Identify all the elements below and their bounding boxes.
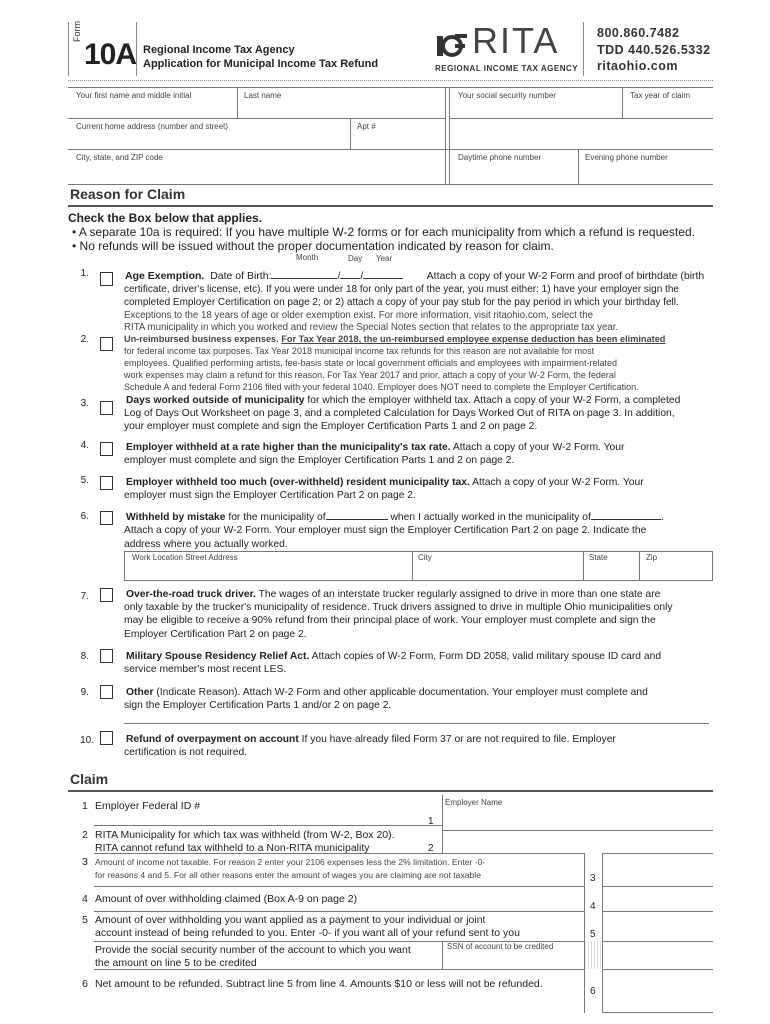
- city-state-zip-field[interactable]: City, state, and ZIP code: [76, 153, 163, 162]
- withheld-by-mistake-checkbox[interactable]: [100, 511, 113, 525]
- employer-name-field[interactable]: Employer Name: [445, 798, 503, 807]
- municipality-withheld-input[interactable]: [326, 519, 388, 520]
- age-exemption-checkbox[interactable]: [100, 272, 113, 286]
- address-field[interactable]: Current home address (number and street): [76, 122, 229, 131]
- day-phone-field[interactable]: Daytime phone number: [458, 153, 542, 162]
- box-number: 6: [590, 986, 596, 997]
- line-6-input[interactable]: [603, 970, 713, 1012]
- municipality-note: RITA cannot refund tax withheld to a Non-RITA municipality: [95, 842, 370, 854]
- item-text: Refund of overpayment on account If you have already filed Form 37 or are not required to file. Employer: [126, 734, 616, 745]
- employer-id-label: Employer Federal ID #: [95, 800, 201, 812]
- item-text: Exceptions to the 18 years of age or older exemption exist. For more information, visit ritaohio.com, select the: [124, 310, 593, 321]
- item-text: Attach a copy of your W-2 Form. Your employer must sign the Employer Certification Part 2 on page 2. Indicate the: [124, 525, 647, 536]
- item-text: for federal income tax purposes. Tax Year 2018 municipal income tax refunds for this reason are not available for most: [124, 346, 595, 356]
- box-number: 3: [590, 873, 596, 884]
- item-text: Age Exemption. Date of Birth: / / Attach a copy of your W-2 Form and proof of birthdate (birth: [125, 270, 705, 282]
- website: ritaohio.com: [597, 59, 679, 73]
- line-number: 6: [82, 978, 88, 990]
- item-number: 7.: [80, 591, 89, 602]
- item-number: 5.: [80, 475, 89, 486]
- income-not-taxable-note: for reasons 4 and 5. For all other reasons enter the amount of wages you are claiming are not taxable: [95, 870, 481, 880]
- last-name-field[interactable]: Last name: [244, 91, 282, 100]
- item-number: 3.: [80, 398, 89, 409]
- other-reason-checkbox[interactable]: [100, 685, 113, 699]
- overpayment-checkbox[interactable]: [100, 731, 113, 745]
- item-number: 4.: [80, 440, 89, 451]
- header-rule: [68, 80, 713, 81]
- over-withheld-checkbox[interactable]: [100, 476, 113, 490]
- item-text: certification is not required.: [124, 747, 248, 758]
- municipality-input[interactable]: [443, 832, 713, 853]
- bullet-no-refund: • No refunds will be issued without the proper documentation indicated by reason for claim.: [72, 239, 554, 253]
- reason-heading: Reason for Claim: [70, 186, 186, 202]
- income-not-taxable-label: Amount of income not taxable. For reason 2 enter your 2106 expenses less the 2% limitation. Enter -0-: [95, 857, 486, 867]
- check-instruction: Check the Box below that applies.: [68, 211, 263, 225]
- business-expense-checkbox[interactable]: [100, 337, 113, 351]
- tax-year-field[interactable]: Tax year of claim: [630, 91, 691, 100]
- work-zip-field[interactable]: Zip: [646, 553, 658, 562]
- header-divider: [68, 22, 69, 76]
- tdd-number: TDD 440.526.5332: [597, 43, 711, 57]
- item-number: 8.: [80, 651, 89, 662]
- applied-payment-note: account instead of being refunded to you. Enter -0- if you want all of your refund sent to you: [95, 927, 520, 939]
- item-text: Over-the-road truck driver. The wages of an interstate trucker regularly assigned to drive in more than one state are: [126, 589, 661, 600]
- form-number: 10A: [84, 38, 137, 71]
- logo-subtitle: REGIONAL INCOME TAX AGENCY: [435, 64, 579, 73]
- line-4-input[interactable]: [603, 887, 713, 911]
- rita-logo-icon: [437, 30, 469, 60]
- item-text: only taxable by the trucker's municipality of residence. Truck drivers assigned to drive in multiple Ohio municipalities only: [124, 602, 673, 613]
- municipality-worked-input[interactable]: [591, 519, 661, 520]
- day-label: Day: [348, 254, 363, 263]
- ssn-credit-note: the amount on line 5 to be credited: [95, 957, 257, 969]
- higher-rate-checkbox[interactable]: [100, 442, 113, 456]
- item-text: Employer withheld at a rate higher than the municipality's tax rate. Attach a copy of your W-2 Form. Your: [126, 442, 625, 453]
- days-outside-checkbox[interactable]: [100, 401, 113, 415]
- header-divider: [136, 22, 137, 76]
- line-3-input[interactable]: [603, 854, 713, 886]
- item-text: service member's most recent LES.: [124, 664, 287, 675]
- item-text: address where you actually worked.: [124, 539, 288, 550]
- item-text: employer must sign the Employer Certification Part 2 on page 2.: [124, 490, 416, 501]
- box-number: 4: [590, 901, 596, 912]
- item-text: employees. Qualified performing artists, fee-basis state or local government officials and employees with impairment-related: [124, 358, 618, 368]
- item-text: certificate, driver's license, etc). If you were under 18 for only part of the year, you must either: 1) have your employer sign the: [124, 284, 679, 295]
- item-number: 10.: [80, 735, 94, 746]
- month-label: Month: [296, 253, 319, 262]
- item-number: 6.: [80, 511, 89, 522]
- phone-number: 800.860.7482: [597, 26, 680, 40]
- line-number: 4: [82, 893, 88, 905]
- first-name-field[interactable]: Your first name and middle initial: [76, 91, 192, 100]
- item-text: may be eligible to receive a 90% refund from their principal place of work. Your employer must complete and sign the: [124, 615, 656, 626]
- line-number: 3: [82, 856, 88, 868]
- line-number: 1: [82, 800, 88, 812]
- year-label: Year: [376, 254, 393, 263]
- over-withholding-label: Amount of over withholding claimed (Box A-9 on page 2): [95, 893, 358, 905]
- apt-field[interactable]: Apt #: [357, 122, 376, 131]
- line-number: 5: [82, 914, 88, 926]
- ssn-credit-label: Provide the social security number of the account to which you want: [95, 944, 411, 956]
- header-divider: [583, 22, 584, 76]
- form-label: Form: [72, 21, 82, 42]
- item-text: Days worked outside of municipality for which the employer withheld tax. Attach a copy of your W-2 Form, a completed: [126, 395, 681, 406]
- line-number: 2: [82, 829, 88, 841]
- item-text: Schedule A and federal Form 2106 filed with your federal 1040. Employer does NOT need to complete the Employer Certification.: [124, 382, 639, 392]
- item-number: 1.: [80, 268, 89, 279]
- item-text: completed Employer Certification on page 2; or 2) attach a copy of your pay stub for the pay period in which your birthday fell.: [124, 297, 679, 308]
- applied-payment-label: Amount of over withholding you want applied as a payment to your individual or joint: [95, 914, 486, 926]
- bullet-separate: • A separate 10a is required: If you have multiple W-2 forms or for each municipality from which a refund is requested.: [72, 225, 695, 239]
- employer-id-input[interactable]: [200, 796, 440, 824]
- item-text: Military Spouse Residency Relief Act. Attach copies of W-2 Form, Form DD 2058, valid military spouse ID card and: [126, 651, 662, 662]
- ssn-field[interactable]: Your social security number: [458, 91, 556, 100]
- item-text: Employer Certification Part 2 on page 2.: [124, 629, 307, 640]
- other-reason-line[interactable]: [124, 723, 709, 724]
- item-number: 2.: [80, 334, 89, 345]
- line-5-input[interactable]: [603, 912, 713, 941]
- net-refund-label: Net amount to be refunded. Subtract line 5 from line 4. Amounts $10 or less will not be refunded.: [95, 978, 543, 990]
- claim-heading: Claim: [70, 771, 109, 787]
- item-text: Withheld by mistake for the municipality of when I actually worked in the municipality of .: [126, 512, 664, 523]
- box-number: 1: [428, 816, 434, 827]
- item-text: RITA municipality in which you worked and review the Special Notes section that relates to the appropriate tax year.: [124, 322, 619, 333]
- item-text: Other (Indicate Reason). Attach W-2 Form and other applicable documentation. Your employer must complete and: [126, 687, 648, 698]
- evening-phone-field[interactable]: Evening phone number: [585, 153, 668, 162]
- logo-name: RITA: [472, 20, 560, 61]
- work-state-field[interactable]: State: [589, 553, 608, 562]
- item-text: your employer must complete and sign the Employer Certification Parts 1 and 2 on page 2.: [124, 421, 538, 432]
- agency-name: Regional Income Tax Agency: [143, 44, 295, 56]
- work-street-field[interactable]: Work Location Street Address: [132, 553, 238, 562]
- item-text: employer must complete and sign the Employer Certification Parts 1 and 2 on page 2.: [124, 455, 515, 466]
- item-text: sign the Employer Certification Parts 1 and/or 2 on page 2.: [124, 700, 392, 711]
- item-text: Un-reimbursed business expenses. For Tax Year 2018, the un-reimbursed employee expense deduction has been eliminated: [124, 334, 666, 344]
- form-title: Application for Municipal Income Tax Refund: [143, 58, 379, 70]
- ssn-credited-field[interactable]: SSN of account to be credited: [447, 942, 554, 951]
- item-text: Log of Days Out Worksheet on page 3, and a completed Calculation for Days Worked Out of RITA on page 3. In addition,: [124, 408, 675, 419]
- item-number: 9.: [80, 687, 89, 698]
- work-city-field[interactable]: City: [418, 553, 432, 562]
- box-number: 5: [590, 929, 596, 940]
- personal-info-grid: [68, 87, 713, 185]
- item-text: work expenses may claim a refund for this reason. For Tax Year 2017 and prior, attach a copy of your W-2 Form, the federal: [124, 370, 616, 380]
- item-text: Employer withheld too much (over-withheld) resident municipality tax. Attach a copy of your W-2 Form. Your: [126, 477, 644, 488]
- municipality-label: RITA Municipality for which tax was withheld (from W-2, Box 20).: [95, 829, 395, 841]
- box-number: 2: [428, 843, 434, 854]
- military-spouse-checkbox[interactable]: [100, 649, 113, 663]
- truck-driver-checkbox[interactable]: [100, 588, 113, 602]
